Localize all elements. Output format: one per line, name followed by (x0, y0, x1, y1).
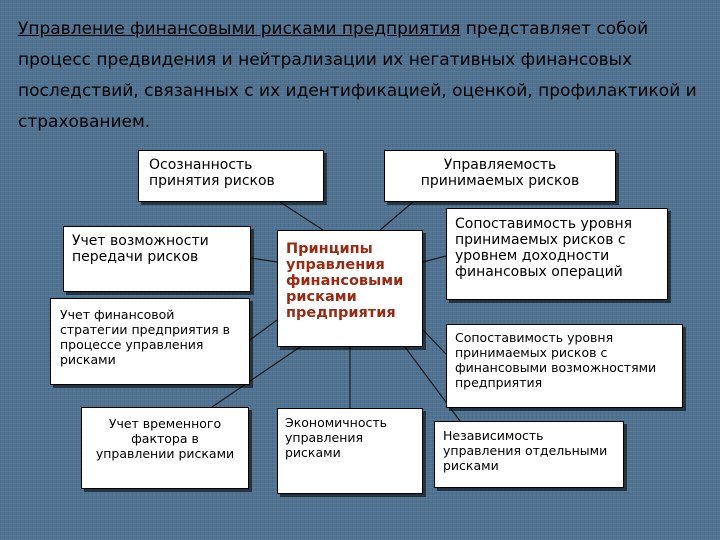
center-line: финансовыми (286, 273, 404, 289)
connector-manageability (380, 202, 413, 230)
node-transfer-label: Учет возможности передачи рисков (72, 233, 209, 265)
connector-capabilities (423, 330, 446, 354)
node-economy-label: Экономичность управления рисками (285, 415, 388, 460)
node-manageability (384, 150, 616, 202)
node-capabilities-label: Сопоставимость уровня принимаемых рисков с финансовыми возможностями предприятия (455, 330, 657, 390)
connector-awareness (280, 202, 323, 230)
node-strategy (50, 298, 250, 385)
node-time-label: Учет временного фактора в управлении рисками (95, 416, 235, 461)
node-return-label: Сопоставимость уровня принимаемых рисков с уровнем доходности финансовых операций (455, 216, 633, 280)
node-economy (277, 408, 423, 494)
node-awareness (138, 150, 324, 202)
intro-rest: представляет собой процесс предвидения и нейтрализации их негативных финансовых последствий, связанных с их идентификацией, оценкой, профилактикой и страхованием. (18, 19, 697, 132)
center-line: рисками (286, 289, 357, 305)
connector-strategy (250, 320, 277, 340)
connector-return (423, 256, 446, 262)
node-manageability-label: Управляемость принимаемых рисков (420, 157, 580, 189)
node-independence (434, 421, 624, 488)
center-line: управления (286, 257, 385, 273)
node-capabilities (446, 324, 683, 408)
center-line: Принципы (286, 241, 373, 257)
center-node (277, 230, 423, 347)
center-line: предприятия (286, 305, 396, 321)
node-strategy-label: Учет финансовой стратегии предприятия в процессе управления рисками (60, 307, 230, 367)
node-time (81, 407, 249, 489)
node-independence-label: Независимость управления отдельными рисками (443, 428, 608, 473)
node-awareness-label: Осознанность принятия рисков (149, 157, 275, 189)
node-return (446, 208, 668, 300)
intro-lead: Управление финансовыми рисками предприятия (18, 19, 461, 39)
node-transfer (63, 226, 251, 292)
connector-transfer (251, 258, 277, 262)
